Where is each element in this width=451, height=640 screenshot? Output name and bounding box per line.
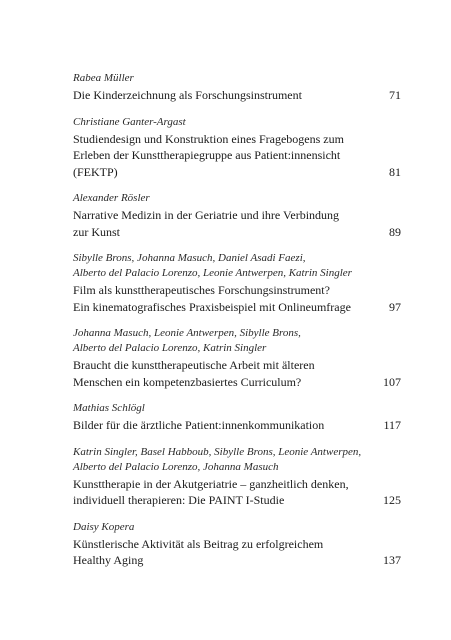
title-line: Ein kinematografisches Praxisbeispiel mit Onlineumfrage: [73, 299, 351, 314]
author-line: Sibylle Brons, Johanna Masuch, Daniel Asadi Faezi,: [73, 252, 306, 264]
toc-page-number: 107: [383, 374, 401, 389]
title-line: Film als kunsttherapeutisches Forschungsinstrument?: [73, 283, 330, 297]
title-line: Die Kinderzeichnung als Forschungsinstrument: [73, 88, 302, 102]
author-line: Rabea Müller: [73, 72, 134, 84]
author-line: Johanna Masuch, Leonie Antwerpen, Sibylle Brons,: [73, 327, 301, 339]
toc-entry[interactable]: [73, 251, 401, 315]
author-line: Daisy Kopera: [73, 520, 135, 533]
author-line: Christiane Ganter-Argast: [73, 115, 186, 128]
toc-authors: [73, 326, 401, 356]
title-line: Erleben der Kunsttherapiegruppe aus Patient:innensicht: [73, 148, 341, 162]
toc-authors: [73, 401, 401, 416]
title-line: (FEKTP): [73, 164, 118, 179]
author-line: Alexander Rösler: [73, 192, 150, 204]
title-line: Menschen ein kompetenzbasiertes Curriculum?: [73, 374, 302, 389]
title-line: individuell therapieren: Die PAINT I-Studie: [73, 493, 285, 507]
toc-title: [73, 282, 389, 315]
title-line: Künstlerische Aktivität als Beitrag zu erfolgreichem: [73, 536, 324, 551]
toc-authors: [73, 445, 401, 475]
toc-entry[interactable]: [73, 401, 401, 434]
toc-authors: [73, 520, 401, 535]
toc-entry[interactable]: [73, 71, 401, 104]
title-line: zur Kunst: [73, 224, 120, 239]
author-line: Katrin Singler, Basel Habboub, Sibylle Brons, Leonie Antwerpen,: [73, 445, 362, 458]
toc-title: [73, 87, 389, 104]
toc-page-number: 81: [389, 164, 401, 179]
toc-title: [73, 357, 383, 390]
toc-page-number: 89: [389, 224, 401, 239]
table-of-contents: [73, 71, 401, 580]
title-line: Narrative Medizin in der Geriatrie und ihre Verbindung: [73, 208, 340, 222]
author-line: Mathias Schlögl: [73, 402, 145, 414]
toc-entry[interactable]: [73, 191, 401, 240]
title-line: Studiendesign und Konstruktion eines Fragebogens zum: [73, 131, 344, 146]
toc-page-number: 117: [383, 418, 401, 432]
toc-title: [73, 207, 389, 240]
title-line: Bilder für die ärztliche Patient:innenkommunikation: [73, 418, 325, 432]
toc-title: [73, 536, 383, 569]
toc-authors: [73, 191, 401, 206]
title-line: Healthy Aging: [73, 553, 144, 567]
title-line: Kunsttherapie in der Akutgeriatrie – ganzheitlich denken,: [73, 476, 349, 491]
toc-page-number: 125: [383, 493, 401, 507]
title-line: Braucht die kunsttherapeutische Arbeit mit älteren: [73, 358, 315, 372]
toc-authors: [73, 251, 401, 281]
author-line: Alberto del Palacio Lorenzo, Katrin Singler: [73, 342, 267, 354]
toc-page-number: 137: [383, 553, 401, 567]
toc-title: [73, 417, 383, 434]
toc-entry[interactable]: [73, 445, 401, 509]
toc-entry[interactable]: [73, 520, 401, 569]
toc-title: [73, 476, 383, 509]
author-line: Alberto del Palacio Lorenzo, Leonie Antwerpen, Katrin Singler: [73, 267, 352, 279]
toc-page-number: 71: [389, 88, 401, 102]
toc-page-number: 97: [389, 299, 401, 314]
toc-authors: [73, 71, 401, 86]
toc-entry[interactable]: [73, 326, 401, 390]
toc-authors: [73, 115, 401, 130]
toc-entry[interactable]: [73, 115, 401, 181]
author-line: Alberto del Palacio Lorenzo, Johanna Masuch: [73, 460, 279, 473]
toc-title: [73, 131, 389, 181]
